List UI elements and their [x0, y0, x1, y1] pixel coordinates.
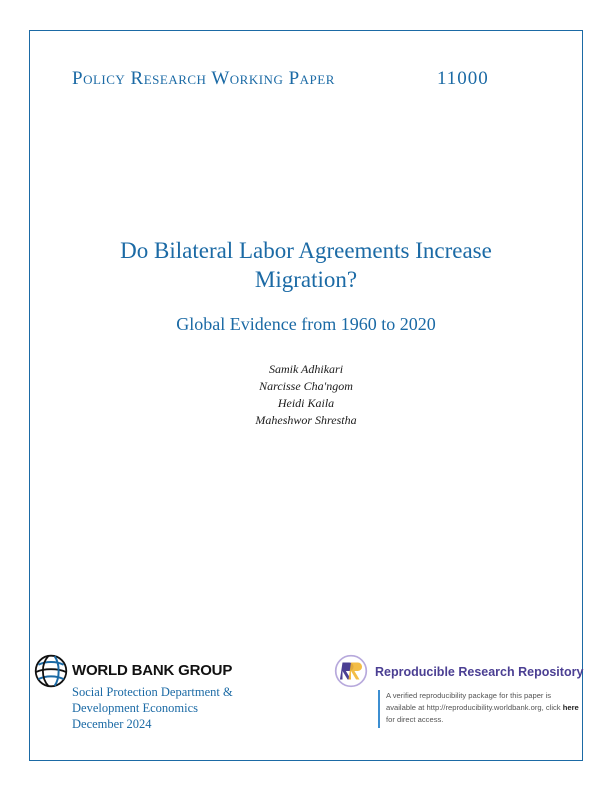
author-list [60, 361, 552, 429]
title-line-2: Migration? [254, 267, 358, 292]
author-name: Samik Adhikari [268, 362, 344, 376]
paper-title [60, 236, 552, 294]
publication-date: December 2024 [72, 717, 152, 731]
repository-note-divider [378, 690, 380, 728]
author-name: Narcisse Cha'ngom [259, 379, 353, 393]
series-title: Policy Research Working Paper [72, 68, 335, 89]
title-line-1: Do Bilateral Labor Agreements Increase [120, 238, 492, 263]
author-name: Maheshwor Shrestha [255, 413, 357, 427]
repository-note-text: A verified reproducibility package for this paper is available at http://reproducibility.worldbank.org, click [386, 691, 563, 712]
repository-note-text-end: for direct access. [386, 715, 444, 724]
department-block [72, 684, 233, 732]
paper-subtitle: Global Evidence from 1960 to 2020 [176, 314, 436, 334]
repository-link[interactable]: here [562, 703, 579, 712]
repository-note [386, 690, 582, 726]
department-line: Social Protection Department & [72, 685, 233, 699]
world-bank-group-name: WORLD BANK GROUP [72, 662, 233, 679]
repository-name: Reproducible Research Repository [375, 665, 584, 679]
world-bank-globe-icon [33, 653, 69, 689]
reproducible-research-logo-icon [334, 654, 368, 688]
department-line: Development Economics [72, 701, 199, 715]
author-name: Heidi Kaila [277, 396, 335, 410]
paper-number: 11000 [437, 68, 489, 89]
